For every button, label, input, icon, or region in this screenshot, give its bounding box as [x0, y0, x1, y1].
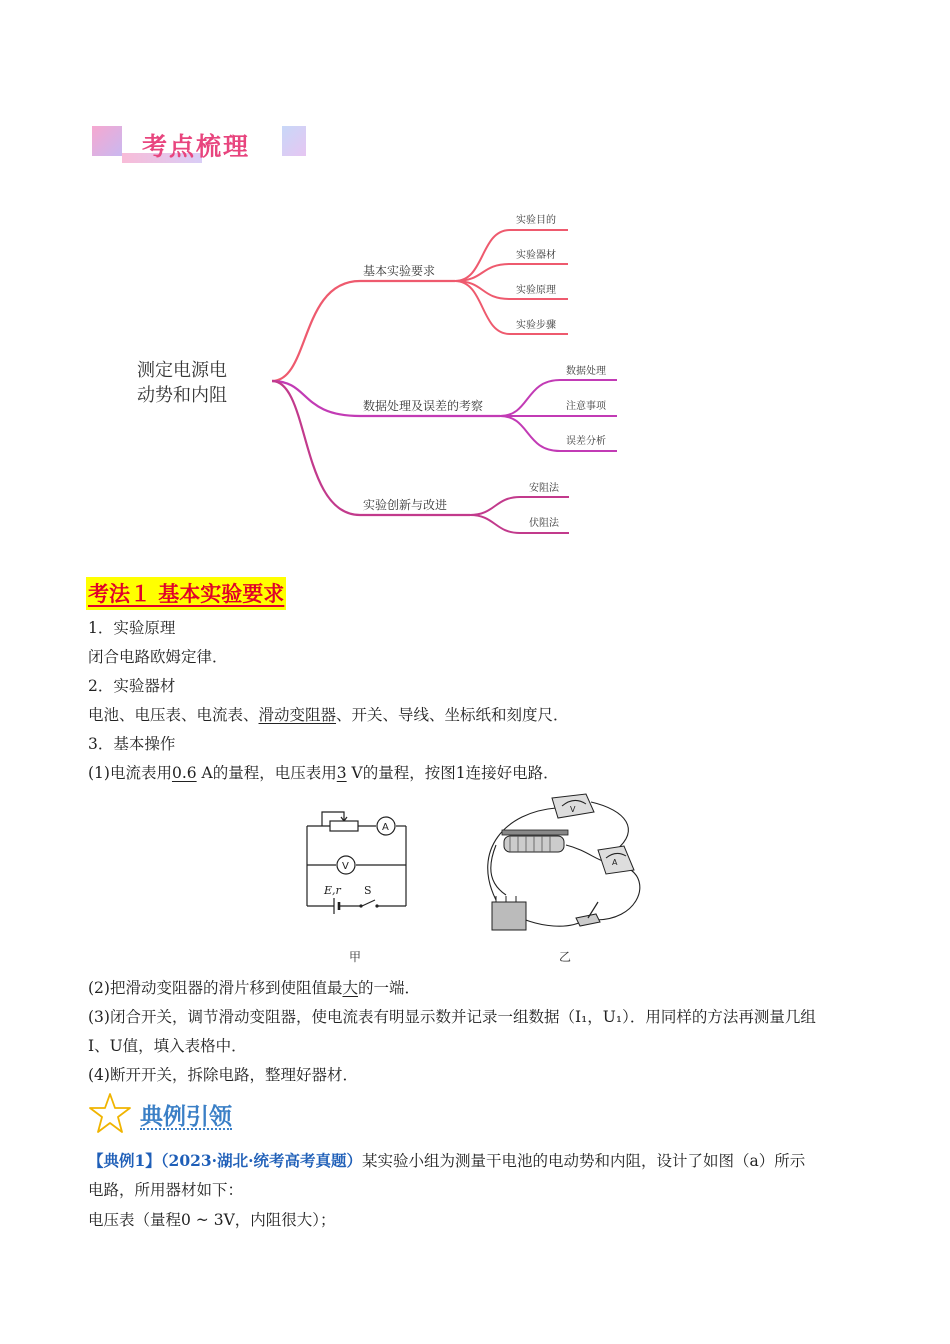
mindmap-leaf: 误差分析	[566, 436, 606, 447]
mindmap-leaf: 实验步骤	[516, 320, 556, 331]
figure-caption-left: 甲	[349, 950, 362, 964]
underlined-answer: 3	[336, 764, 347, 782]
mindmap-root-line1: 测定电源电	[137, 360, 227, 381]
figure-caption-right: 乙	[559, 950, 572, 964]
step-3-line1: (3)闭合开关，调节滑动变阻器，使电流表有明显示数并记录一组数据（I₁，U₁）．用同样的方法再测量几组	[88, 1008, 816, 1026]
mindmap-connector	[470, 497, 569, 515]
example-tag: 【典例1】	[88, 1151, 161, 1170]
rheostat-device	[502, 830, 568, 852]
mindmap-leaf: 数据处理	[566, 366, 606, 377]
section-title: 考点梳理	[142, 132, 251, 161]
mindmap-leaf: 实验原理	[516, 285, 556, 296]
method-heading: 考法１ 基本实验要求	[86, 577, 286, 610]
svg-text:A: A	[612, 858, 618, 867]
text-run: (2)把滑动变阻器的滑片移到使阻值最	[88, 979, 343, 997]
mindmap-connector	[272, 281, 455, 381]
example-line-2: 电路，所用器材如下：	[88, 1181, 244, 1199]
battery-device	[492, 896, 526, 930]
example-line-1	[88, 1153, 805, 1170]
example-underline	[140, 1128, 232, 1130]
apparatus-illustration	[466, 790, 656, 940]
text-run: 的一端．	[357, 979, 420, 997]
mindmap-leaf: 实验器材	[516, 250, 556, 261]
item-body	[88, 708, 569, 724]
mindmap-branch-1: 基本实验要求	[363, 264, 436, 278]
step-1	[88, 766, 559, 782]
mindmap-leaf: 注意事项	[566, 401, 606, 412]
underlined-answer: 大	[342, 979, 358, 997]
circuit-diagram	[300, 806, 420, 916]
mindmap-leaf: 实验目的	[516, 215, 556, 226]
battery-label: E,r	[324, 884, 341, 897]
text-run: V的量程，按图1连接好电路．	[346, 764, 559, 782]
mindmap-leaf: 伏阻法	[529, 518, 559, 529]
step-2	[88, 981, 420, 997]
mindmap-branch-3: 实验创新与改进	[363, 498, 448, 512]
item-title: 2．实验器材	[88, 677, 176, 695]
step-4: (4)断开开关，拆除电路，整理好器材．	[88, 1066, 358, 1084]
example-line-3: 电压表（量程0 ~ 3V，内阻很大）；	[88, 1211, 336, 1229]
text-run: A的量程，电压表用	[196, 764, 337, 782]
mindmap	[0, 0, 950, 560]
voltmeter-label: V	[342, 861, 349, 872]
text-run: 某实验小组为测量干电池的电动势和内阻，设计了如图（a）所示	[361, 1152, 806, 1170]
switch-label: S	[364, 884, 372, 897]
switch-device	[576, 902, 600, 926]
example-source: （2023·湖北·统考高考真题）	[160, 1151, 362, 1170]
underlined-answer: 滑动变阻器	[258, 706, 337, 724]
ammeter-label: A	[382, 822, 389, 833]
underlined-answer: 0.6	[171, 764, 197, 782]
mindmap-root-line2: 动势和内阻	[137, 385, 227, 406]
text-run: 、开关、导线、坐标纸和刻度尺．	[336, 706, 569, 724]
voltmeter-device	[552, 794, 594, 818]
example-heading: 典例引领	[140, 1104, 232, 1130]
svg-text:V: V	[570, 805, 576, 814]
step-3-line2: I、U值，填入表格中．	[88, 1037, 247, 1055]
mindmap-branch-2: 数据处理及误差的考察	[363, 399, 484, 413]
mindmap-leaf: 安阻法	[529, 483, 559, 494]
text-run: 电池、电压表、电流表、	[88, 706, 259, 724]
star-icon	[88, 1092, 132, 1134]
item-body: 闭合电路欧姆定律．	[88, 648, 228, 666]
item-title: 1．实验原理	[88, 619, 176, 637]
text-run: (1)电流表用	[88, 764, 172, 782]
ammeter-device	[598, 846, 634, 874]
item-title: 3．基本操作	[88, 735, 176, 753]
